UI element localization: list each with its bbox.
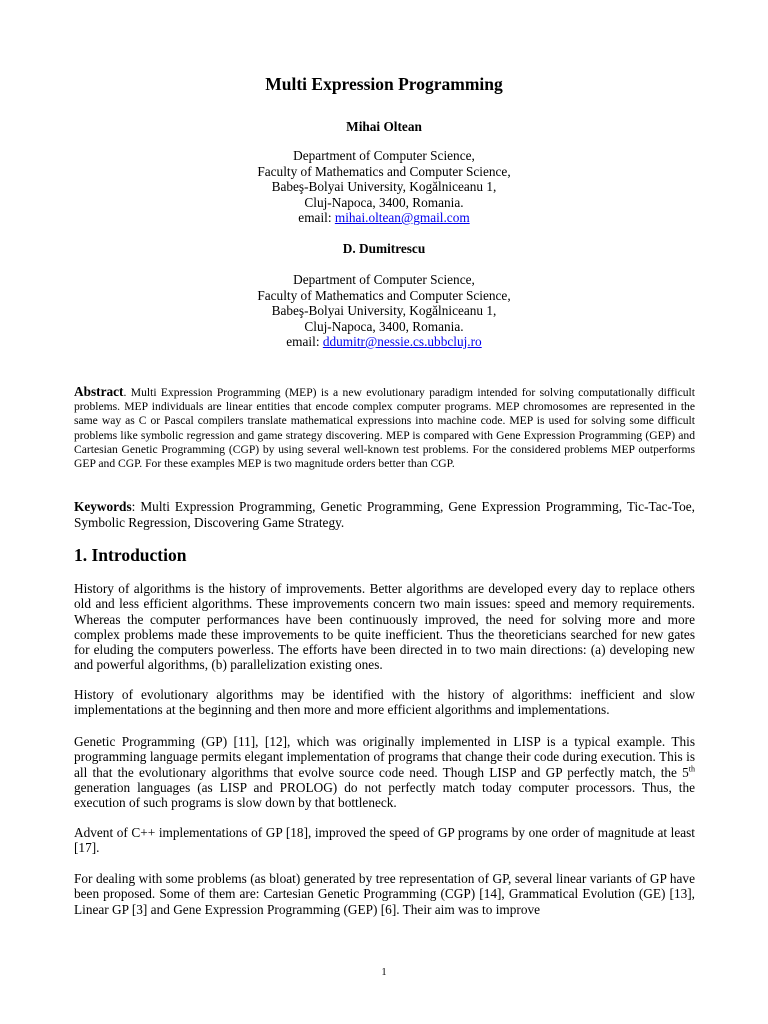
email-label: email: <box>286 334 323 349</box>
paragraph <box>74 734 695 810</box>
abstract-lead: Abstract <box>74 384 124 399</box>
affiliation-line: Cluj-Napoca, 3400, Romania. <box>304 318 464 334</box>
keywords-text: : Multi Expression Programming, Genetic Programming, Gene Expression Programming, Tic-Tac-Toe, Symbolic Regression, Discovering Game Strategy. <box>74 499 695 530</box>
section-heading: 1. Introduction <box>74 545 187 565</box>
keywords-lead: Keywords <box>74 499 132 514</box>
superscript: th <box>688 764 695 774</box>
abstract <box>74 385 695 471</box>
paragraph: For dealing with some problems (as bloat) generated by tree representation of GP, several linear variants of GP have been proposed. Some of them are: Cartesian Genetic Programming (CGP) [14], Grammatical Evolution (GE) [13], Linear GP [3] and Gene Expression Programming (GEP) [6]. Their aim was to improve <box>74 871 695 917</box>
paragraph: Advent of C++ implementations of GP [18], improved the speed of GP programs by one order of magnitude at least [17]. <box>74 825 695 856</box>
page-number: 1 <box>381 967 387 978</box>
abstract-text: . Multi Expression Programming (MEP) is a new evolutionary paradigm intended for solving computationally difficult problems. MEP individuals are linear entities that encode complex computer programs. MEP chromosomes are represented in the same way as C or Pascal compilers translate mathematical expressions into machine code. MEP is used for solving some difficult problems like symbolic regression and game strategy discovering. MEP is compared with Gene Expression Programming (GEP) and Cartesian Genetic Programming (CGP) by using several well-known test problems. For the considered problems MEP outperforms GEP and CGP. For these examples MEP is two magnitude orders better than CGP. <box>74 386 695 471</box>
affiliation-line: Babeş-Bolyai University, Kogălniceanu 1, <box>271 303 497 318</box>
affiliation-line: Cluj-Napoca, 3400, Romania. <box>304 194 464 210</box>
paper-title: Multi Expression Programming <box>265 74 503 94</box>
paragraph: History of algorithms is the history of improvements. Better algorithms are developed every day to replace others old and less efficient algorithms. These improvements concern two main issues: speed and memory requirements. Whereas the computer performances have been continuously improved, the need for solving more and more complex problems made these improvements to be quite inefficient. Thus the theoreticians searched for new gates for eluding the computers powerless. The efforts have been directed in to two main directions: (a) developing new and powerful algorithms, (b) parallelization existing ones. <box>74 581 695 673</box>
affiliation-line: Faculty of Mathematics and Computer Science, <box>257 163 511 179</box>
paragraph-text: Genetic Programming (GP) [11], [12], which was originally implemented in LISP is a typical example. This programming language permits elegant implementation of programs that change their code during execution. This is all that the evolutionary algorithms that evolve source code need. Though LISP and GP perfectly match, the 5 <box>74 734 695 780</box>
email-label: email: <box>298 210 335 225</box>
email-line <box>0 210 768 226</box>
author-affiliation <box>0 272 768 350</box>
email-line <box>0 334 768 350</box>
email-link[interactable]: ddumitr@nessie.cs.ubbcluj.ro <box>322 334 482 349</box>
affiliation-line: Babeş-Bolyai University, Kogălniceanu 1, <box>271 179 497 194</box>
paragraph: History of evolutionary algorithms may be identified with the history of algorithms: inefficient and slow implementations at the beginning and then more and more efficient algorithms and implementations. <box>74 687 695 718</box>
author-name: Mihai Oltean <box>346 119 422 134</box>
paragraph-text: generation languages (as LISP and PROLOG) do not perfectly match today computer processors. Thus, the execution of such programs is slow down by that bottleneck. <box>74 779 695 811</box>
email-link[interactable]: mihai.oltean@gmail.com <box>334 210 470 225</box>
affiliation-line: Department of Computer Science, <box>293 272 475 287</box>
affiliation-line: Faculty of Mathematics and Computer Science, <box>257 287 511 303</box>
keywords <box>74 499 695 530</box>
author-affiliation <box>0 148 768 226</box>
affiliation-line: Department of Computer Science, <box>293 148 475 163</box>
author-name: D. Dumitrescu <box>342 241 426 256</box>
